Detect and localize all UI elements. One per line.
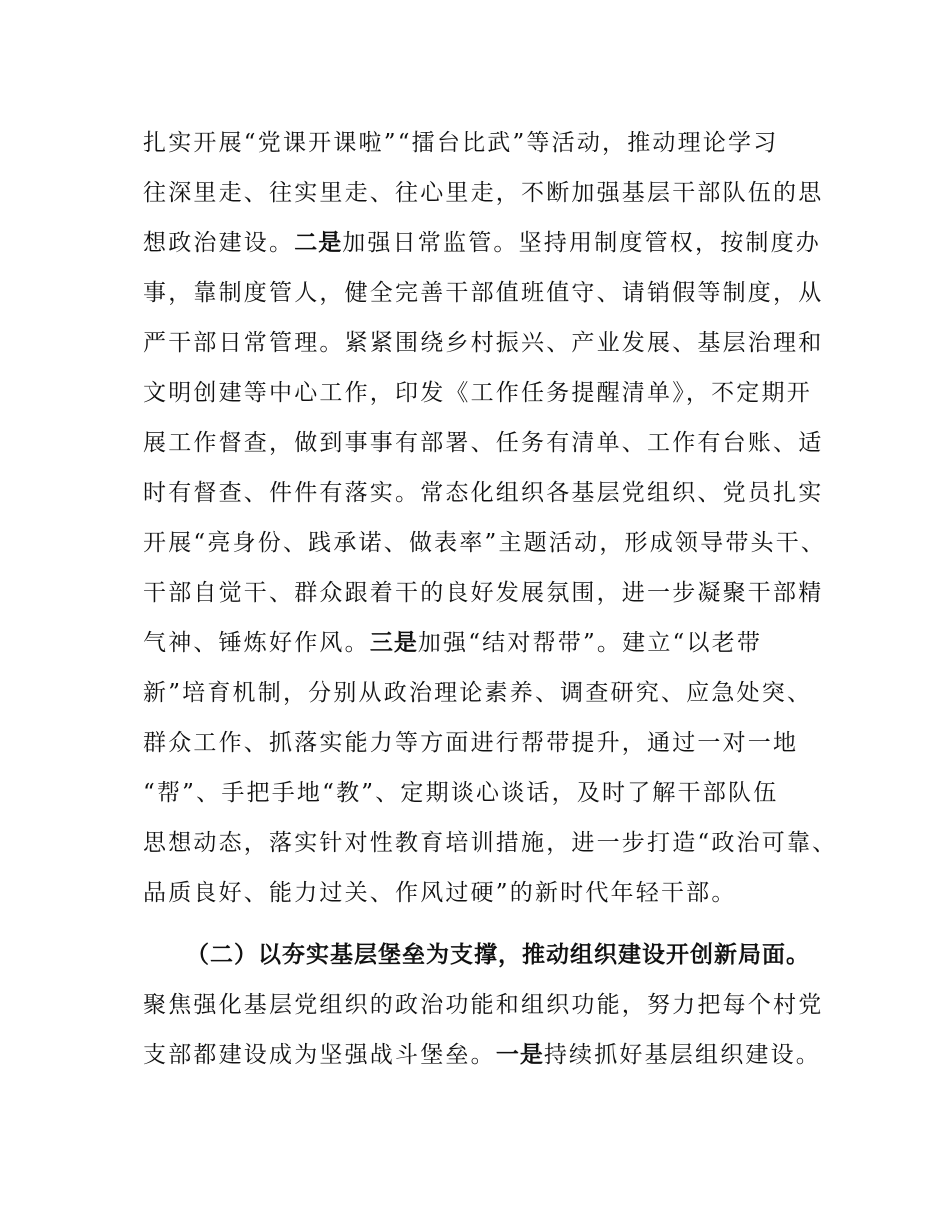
text-run: 想政治建设。 (143, 230, 295, 256)
text-run: 新”培育机制，分别从政治理论素养、调查研究、应急处突、 (143, 680, 813, 706)
text-run: 思想动态，落实针对性教育培训措施，进一步打造“政治可靠、 (143, 830, 838, 856)
text-run: 干部自觉干、群众跟着干的良好发展氛围，进一步凝聚干部精 (143, 580, 824, 606)
text-run: 往深里走、往实里走、往心里走，不断加强基层干部队伍的思 (143, 180, 824, 206)
text-run: 事，靠制度管人，健全完善干部值班值守、请销假等制度，从 (143, 280, 824, 306)
bold-marker: 一是 (495, 1042, 544, 1068)
text-run: 持续抓好基层组织建设。 (543, 1042, 822, 1068)
text-run: 加强“结对帮带”。建立“以老带 (417, 630, 763, 656)
text-run: 聚焦强化基层党组织的政治功能和组织功能，努力把每个村党 (143, 992, 824, 1018)
paragraph-line (143, 878, 843, 908)
paragraph-line (143, 328, 843, 358)
text-run: 开展“亮身份、践承诺、做表率”主题活动，形成领导带头干、 (143, 530, 827, 556)
paragraph-line (143, 990, 843, 1020)
text-run: 文明创建等中心工作，印发《工作任务提醒清单》，不定期开 (143, 380, 812, 406)
bold-marker: 二是 (294, 230, 343, 256)
text-run: 严干部日常管理。紧紧围绕乡村振兴、产业发展、基层治理和 (143, 330, 824, 356)
paragraph-line (143, 228, 843, 258)
text-run: 扎实开展“党课开课啦”“擂台比武”等活动，推动理论学习 (143, 130, 779, 156)
paragraph-line (143, 128, 843, 158)
paragraph-line (143, 628, 843, 658)
paragraph-line (143, 278, 843, 308)
text-run: 支部都建设成为坚强战斗堡垒。 (143, 1042, 496, 1068)
text-run: 展工作督查，做到事事有部署、任务有清单、工作有台账、适 (143, 430, 824, 456)
paragraph-line (143, 728, 843, 758)
paragraph-line (143, 528, 843, 558)
text-run: 加强日常监管。坚持用制度管权，按制度办 (342, 230, 822, 256)
section-heading: （二）以夯实基层堡垒为支撑，推动组织建设开创新局面。 (186, 942, 810, 968)
paragraph-line (143, 778, 843, 808)
text-run: 群众工作、抓落实能力等方面进行帮带提升，通过一对一地 (143, 730, 799, 756)
text-run: “帮”、手把手地“教”、定期谈心谈话，及时了解干部队伍 (143, 780, 779, 806)
paragraph-line (143, 478, 843, 508)
paragraph-line (143, 178, 843, 208)
text-run: 气神、锤炼好作风。 (143, 630, 370, 656)
paragraph-line (143, 678, 843, 708)
paragraph-line (143, 828, 843, 858)
paragraph-line (143, 378, 843, 408)
text-run: 时有督查、件件有落实。常态化组织各基层党组织、党员扎实 (143, 480, 824, 506)
paragraph-line (143, 1040, 843, 1070)
paragraph-line (143, 578, 843, 608)
text-run: 品质良好、能力过关、作风过硬”的新时代年轻干部。 (143, 880, 737, 906)
paragraph-line (143, 428, 843, 458)
bold-marker: 三是 (369, 630, 418, 656)
